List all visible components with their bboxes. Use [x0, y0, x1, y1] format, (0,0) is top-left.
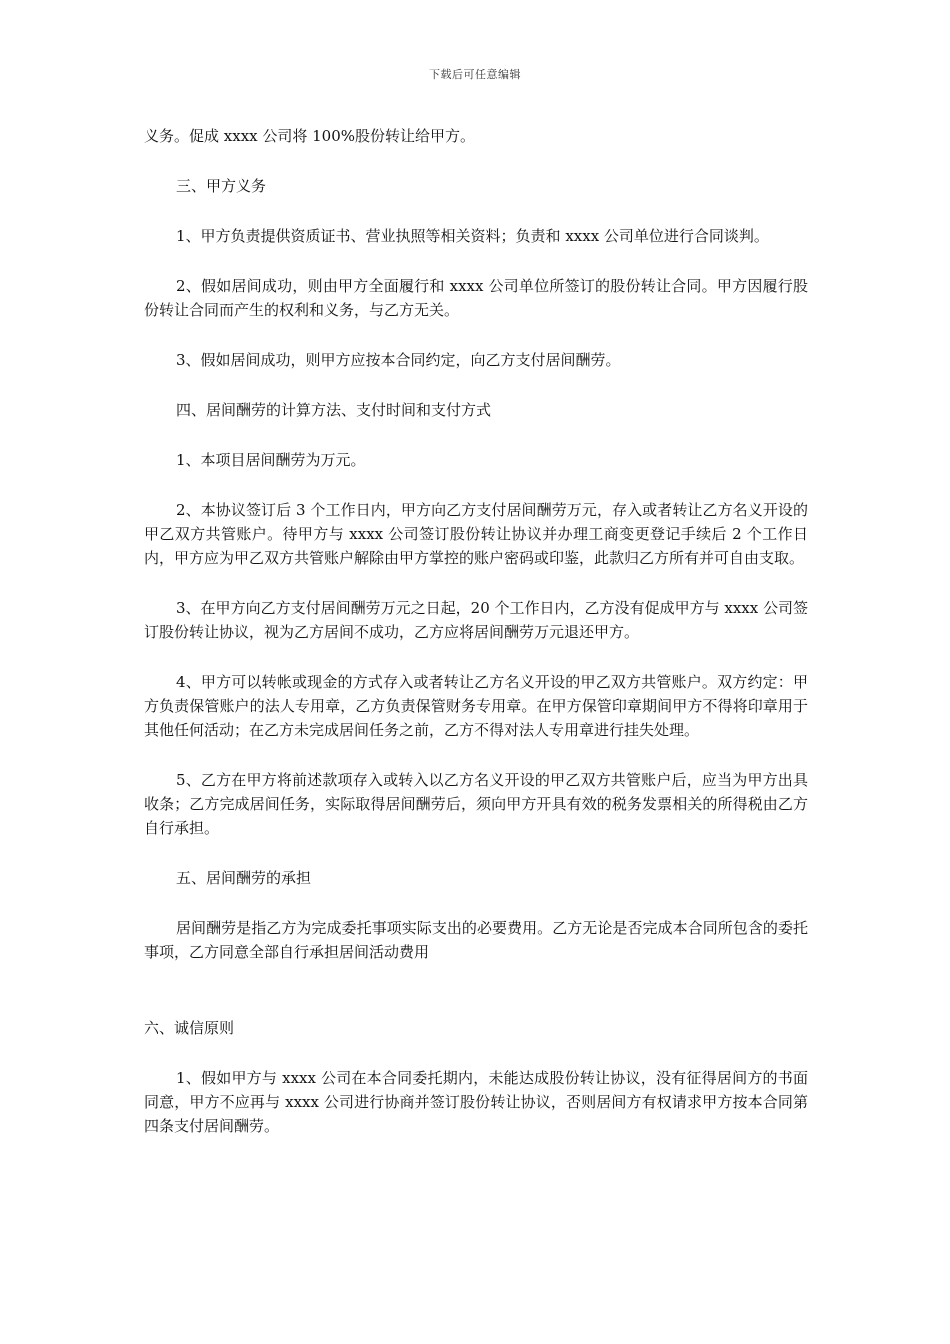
clause-3-1: 1、甲方负责提供资质证书、营业执照等相关资料；负责和 xxxx 公司单位进行合同谈判。: [176, 227, 769, 245]
clause-4-1: 1、本项目居间酬劳为万元。: [176, 451, 366, 469]
section-heading-3: 三、甲方义务: [176, 177, 267, 195]
clause-6-1: 1、假如甲方与 xxxx 公司在本合同委托期内，未能达成股份转让协议，没有征得居间方的书面同意，甲方不应再与 xxxx 公司进行协商并签订股份转让协议，否则居间方有权请求甲方按本合同第四条支付居间酬劳。: [144, 1069, 808, 1135]
clause-4-5: 5、乙方在甲方将前述款项存入或转入以乙方名义开设的甲乙双方共管账户后，应当为甲方出具收条；乙方完成居间任务，实际取得居间酬劳后，须向甲方开具有效的税务发票相关的所得税由乙方自行承担。: [144, 771, 808, 837]
clause-4-4: 4、甲方可以转帐或现金的方式存入或者转让乙方名义开设的甲乙双方共管账户。双方约定：甲方负责保管账户的法人专用章，乙方负责保管财务专用章。在甲方保管印章期间甲方不得将印章用于其他任何活动；在乙方未完成居间任务之前，乙方不得对法人专用章进行挂失处理。: [144, 673, 808, 739]
clause-5-body: 居间酬劳是指乙方为完成委托事项实际支出的必要费用。乙方无论是否完成本合同所包含的委托事项，乙方同意全部自行承担居间活动费用: [144, 919, 808, 961]
section-heading-4: 四、居间酬劳的计算方法、支付时间和支付方式: [176, 401, 492, 419]
clause-4-3: 3、在甲方向乙方支付居间酬劳万元之日起，20 个工作日内，乙方没有促成甲方与 xxxx 公司签订股份转让协议，视为乙方居间不成功，乙方应将居间酬劳万元退还甲方。: [144, 599, 808, 641]
paragraph-continuation: 义务。促成 xxxx 公司将 100%股份转让给甲方。: [144, 127, 476, 145]
clause-3-2: 2、假如居间成功，则由甲方全面履行和 xxxx 公司单位所签订的股份转让合同。甲方因履行股份转让合同而产生的权利和义务，与乙方无关。: [144, 277, 808, 319]
section-heading-5: 五、居间酬劳的承担: [176, 869, 312, 887]
document-body: [144, 124, 808, 1164]
clause-3-3: 3、假如居间成功，则甲方应按本合同约定，向乙方支付居间酬劳。: [176, 351, 621, 369]
clause-4-2: 2、本协议签订后 3 个工作日内，甲方向乙方支付居间酬劳万元，存入或者转让乙方名义开设的甲乙双方共管账户。待甲方与 xxxx 公司签订股份转让协议并办理工商变更登记手续后 2 个工作日内，甲方应为甲乙双方共管账户解除由甲方掌控的账户密码或印鉴，此款归乙方所有并可自由支取。: [144, 501, 808, 567]
section-heading-6: 六、诚信原则: [144, 1019, 235, 1037]
page-header: 下载后可任意编辑: [429, 68, 521, 81]
